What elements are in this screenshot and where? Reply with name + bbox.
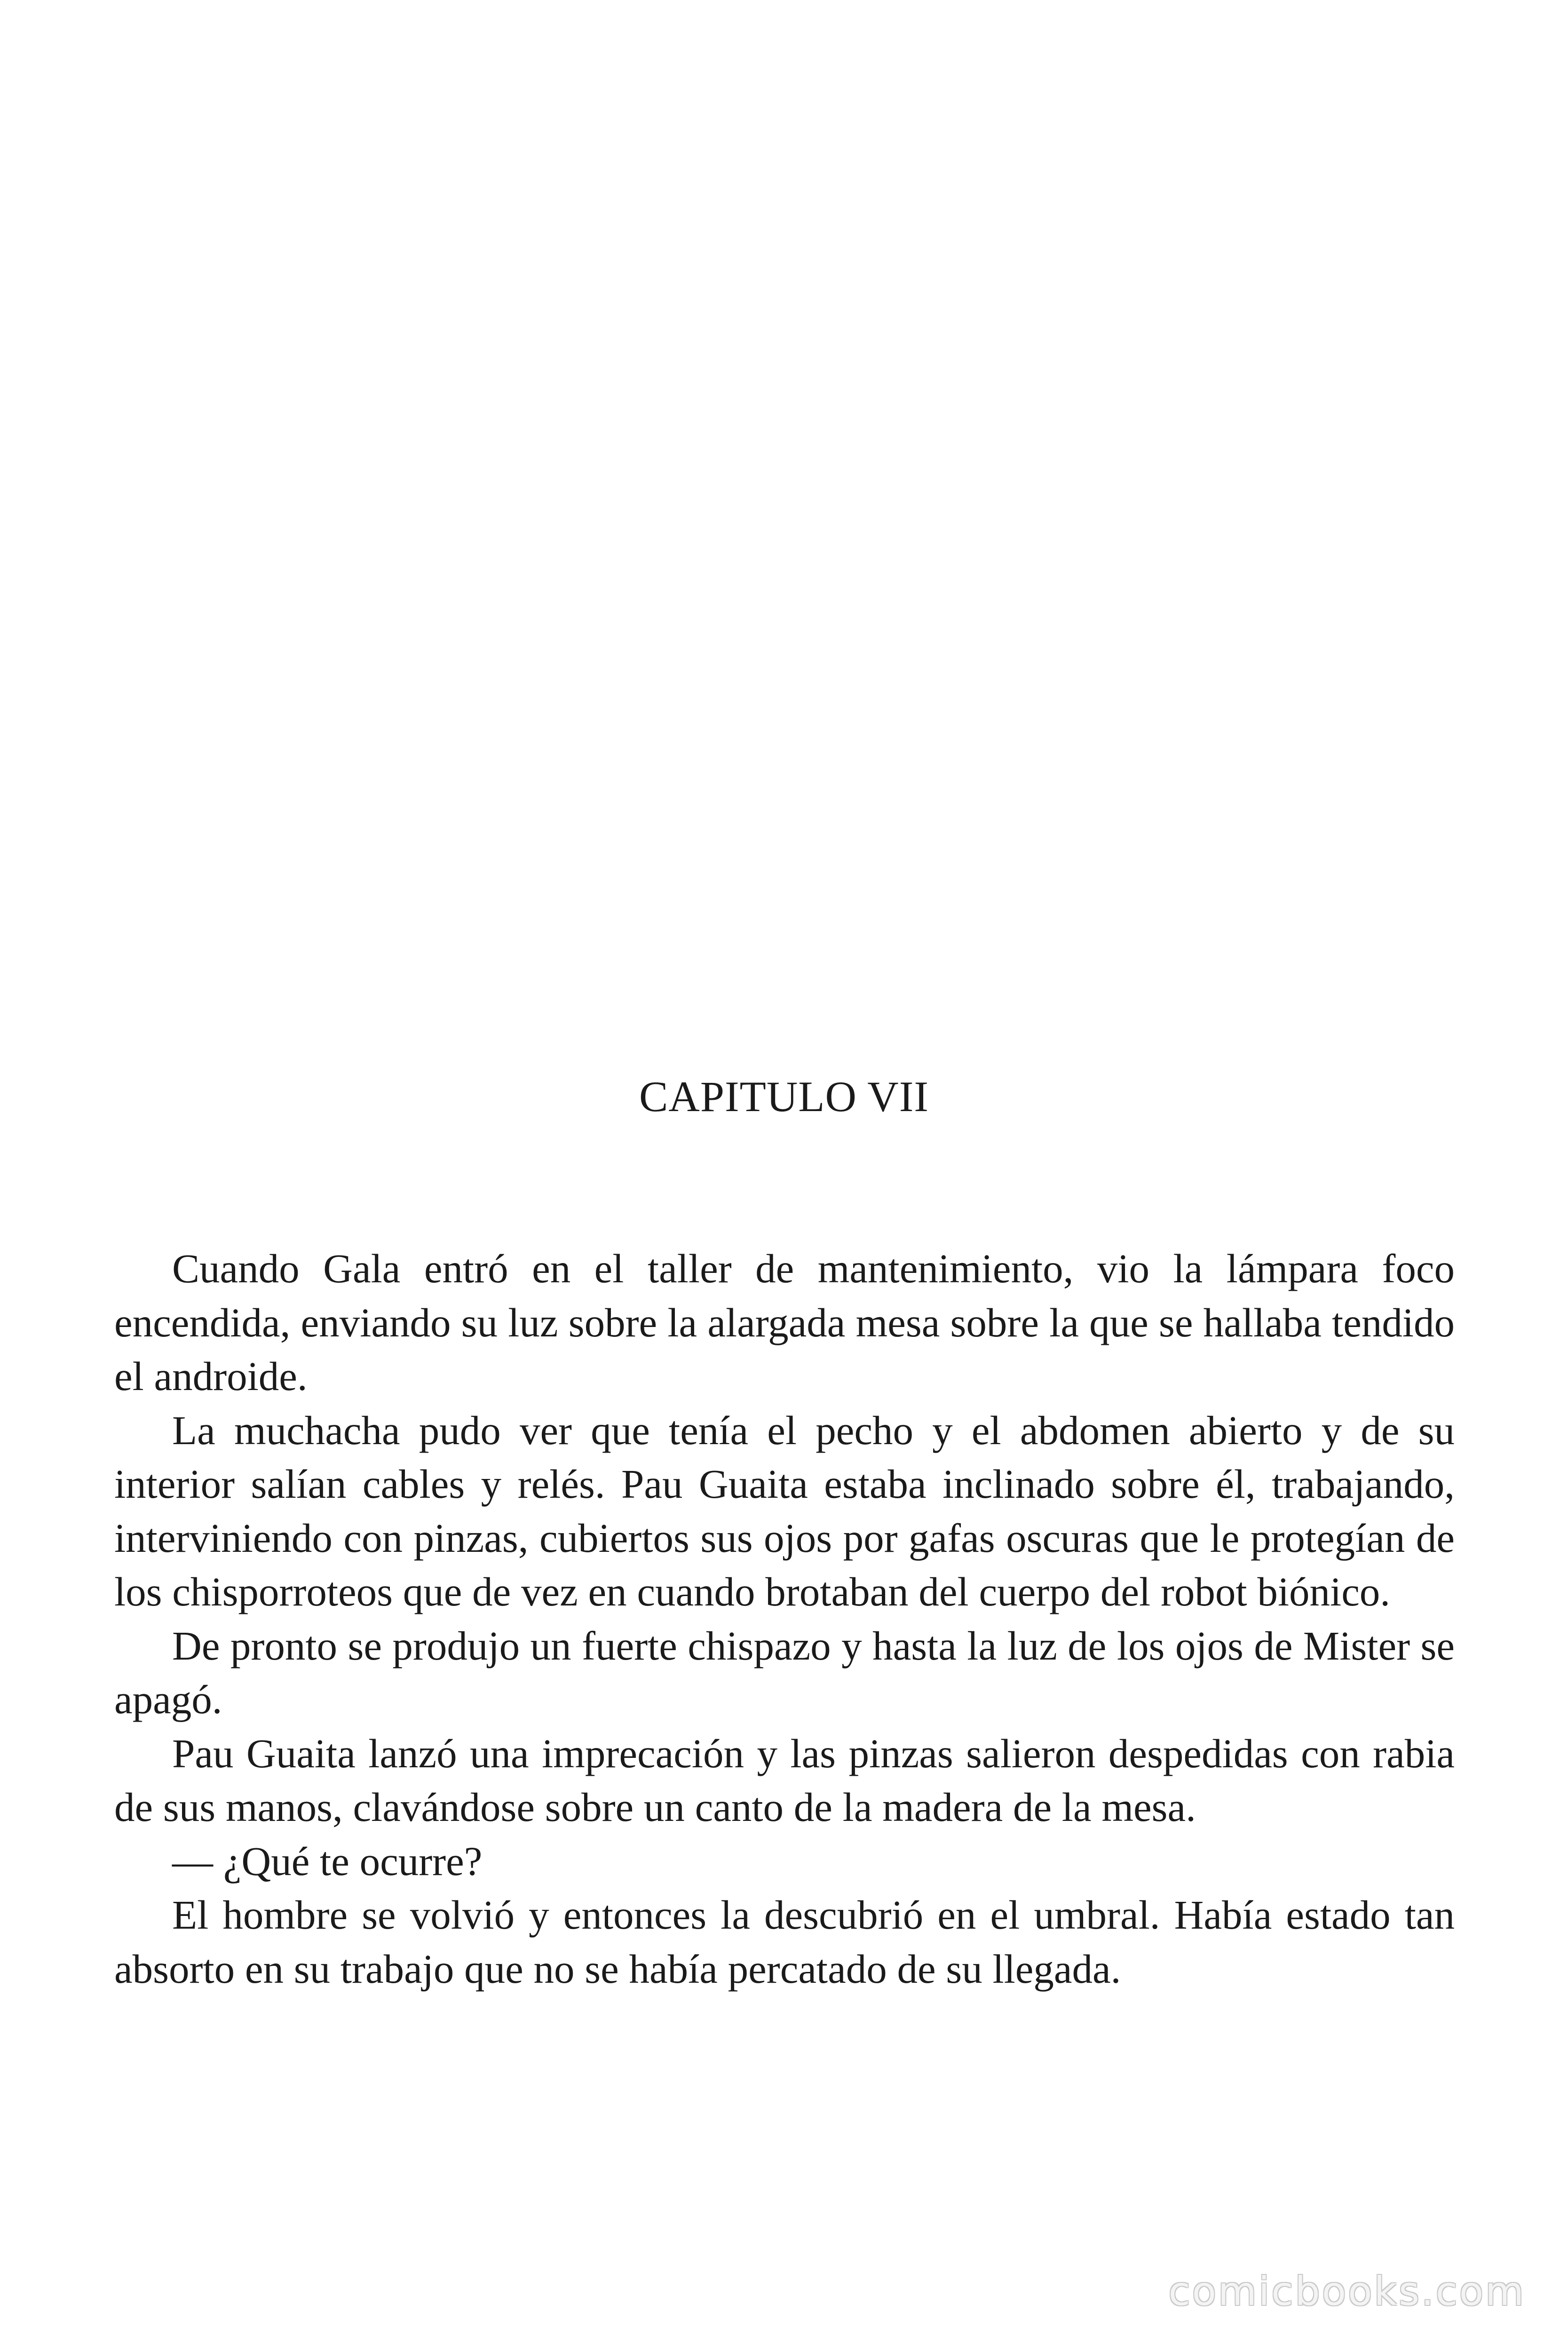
paragraph: Pau Guaita lanzó una imprecación y las pinzas salieron despedidas con rabia de sus manos, clavándose sobre un canto de la madera de la mesa. <box>114 1730 1455 1830</box>
paragraph: Cuando Gala entró en el taller de mantenimiento, vio la lámpara foco encendida, enviando su luz sobre la alargada mesa sobre la que se hallaba tendido el androide. <box>114 1246 1455 1399</box>
chapter-title: CAPITULO VII <box>639 1073 929 1120</box>
site-watermark: comicbooks.com <box>1168 2268 1526 2314</box>
paragraph: El hombre se volvió y entonces la descubrió en el umbral. Había estado tan absorto en su trabajo que no se había percatado de su llegada. <box>114 1892 1455 1992</box>
dialogue-line: — ¿Qué te ocurre? <box>172 1838 483 1884</box>
paragraph: La muchacha pudo ver que tenía el pecho y el abdomen abierto y de su interior salían cables y relés. Pau Guaita estaba inclinado sobre él, trabajando, interviniendo con pinzas, cubiertos sus ojos por gafas oscuras que le protegían de los chisporroteos que de vez en cuando brotaban del cuerpo del robot biónico. <box>114 1407 1455 1614</box>
chapter-body <box>114 1242 1455 1996</box>
paragraph: De pronto se produjo un fuerte chispazo y hasta la luz de los ojos de Mister se apagó. <box>114 1622 1455 1722</box>
